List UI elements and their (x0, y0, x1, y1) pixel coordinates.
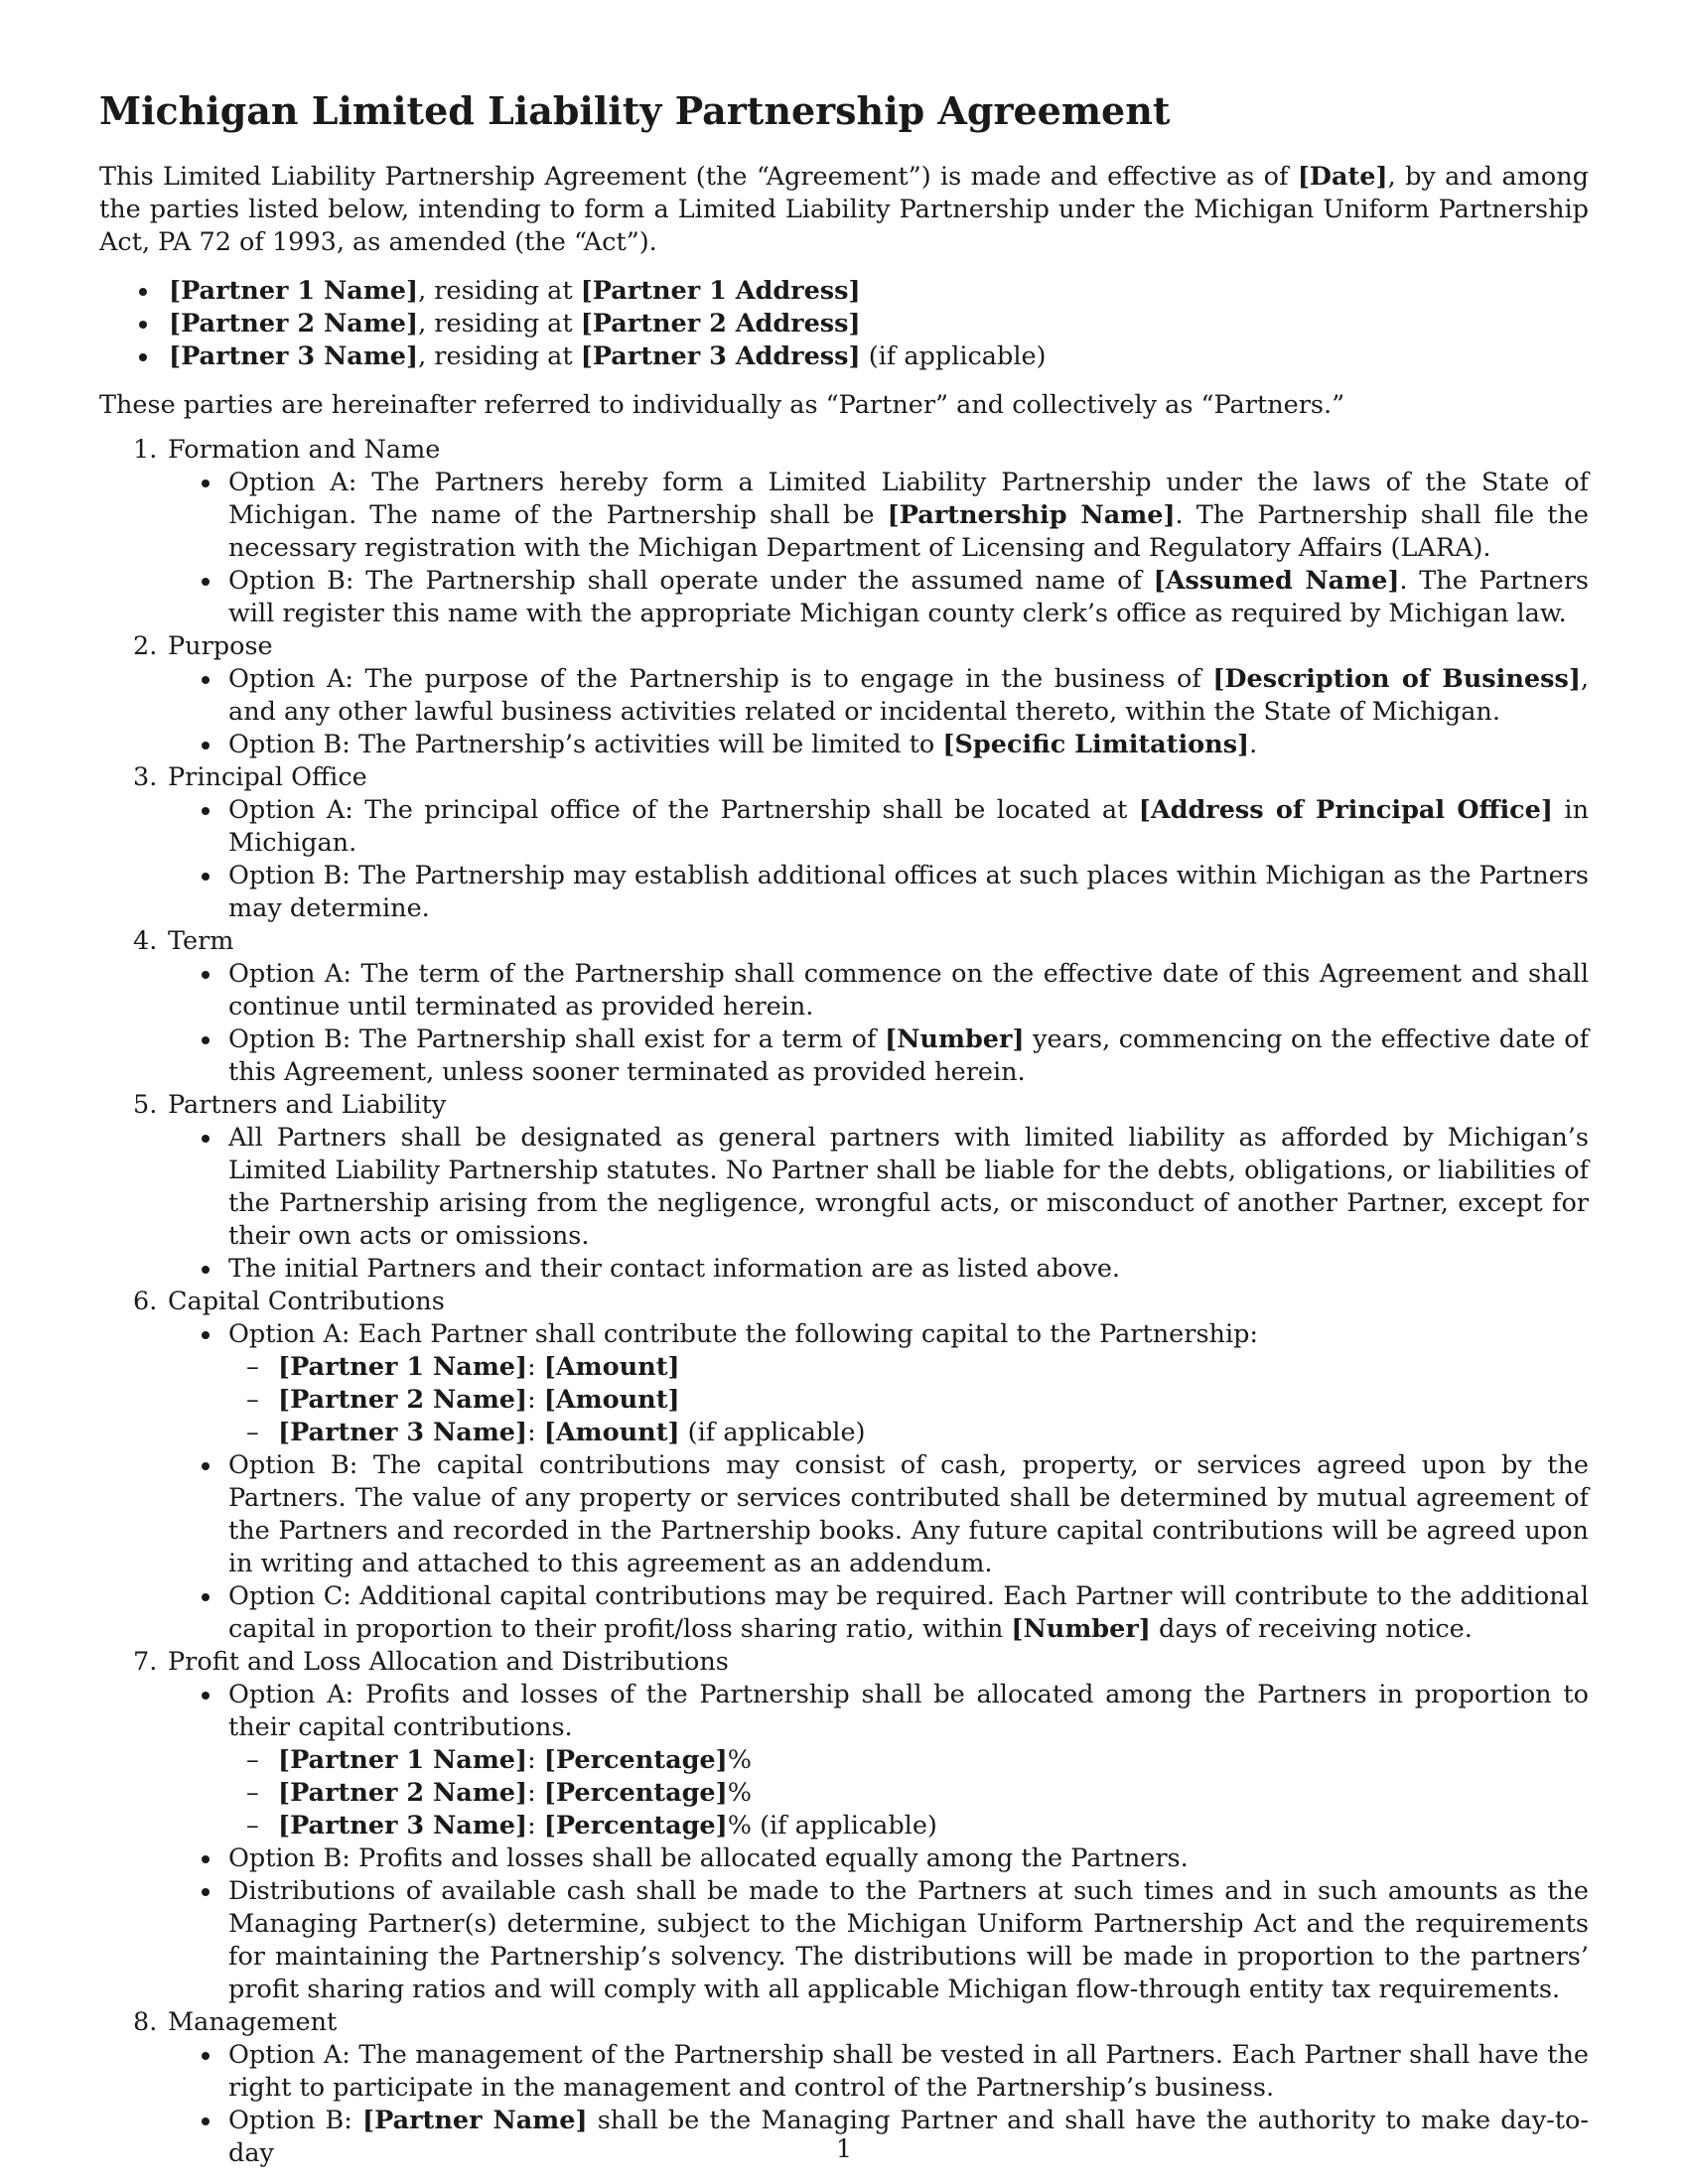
section-title: Capital Contributions (168, 1287, 445, 1316)
placeholder-field: [Assumed Name] (1153, 566, 1400, 596)
option-list (168, 1122, 1589, 1286)
sub-item: – [Partner 2 Name]: [Percentage]% (228, 1777, 1589, 1810)
option-item: Option B: Profits and losses shall be allocated equally among the Partners. (168, 1843, 1589, 1875)
placeholder-field: [Partnership Name] (887, 500, 1176, 530)
date-field: [Date] (1297, 162, 1388, 192)
option-item: Option B: The Partnership shall exist for a term of [Number] years, commencing on the effective date of this Agreement, unless sooner terminated as provided herein. (168, 1024, 1589, 1089)
option-item: Option B: [Partner Name] shall be the Managing Partner and shall have the authority to make day-to-day (168, 2105, 1589, 2170)
placeholder-field: [Number] (1011, 1614, 1151, 1644)
section-3 (99, 761, 1589, 925)
section-number: 4. (133, 926, 158, 956)
section-title: Partners and Liability (168, 1090, 447, 1120)
option-list (168, 794, 1589, 925)
placeholder-field: [Address of Principal Office] (1138, 795, 1553, 825)
option-list (168, 663, 1589, 761)
sub-item: – [Partner 2 Name]: [Amount] (228, 1384, 1589, 1417)
section-number: 7. (133, 1647, 158, 1677)
section-4 (99, 925, 1589, 1089)
section-title: Term (168, 926, 234, 956)
placeholder-field: [Specific Limitations] (942, 730, 1250, 759)
sub-list (228, 1351, 1589, 1449)
placeholder-field: [Description of Business] (1212, 664, 1581, 694)
sub-item: – [Partner 1 Name]: [Percentage]% (228, 1744, 1589, 1777)
option-item: Option B: The Partnership may establish additional offices at such places within Michigan as the Partners may determine. (168, 860, 1589, 925)
section-title: Principal Office (168, 762, 367, 792)
section-title: Management (168, 2007, 338, 2037)
placeholder-field: [Number] (885, 1024, 1025, 1054)
section-7 (99, 1646, 1589, 2006)
option-item: Distributions of available cash shall be made to the Partners at such times and in such amounts as the Managing Partner(s) determine, subject to the Michigan Uniform Partnership Act and the requirements for maintaining the Partnership’s solvency. The distributions will be made in proportion to the partners’ profit sharing ratios and will comply with all applicable Michigan flow-through entity tax requirements. (168, 1875, 1589, 2006)
placeholder-field: [Partner Name] (362, 2106, 588, 2135)
option-item: Option B: The Partnership shall operate under the assumed name of [Assumed Name]. The Partners will register this name with the appropriate Michigan county clerk’s office as required by Michigan law. (168, 565, 1589, 630)
option-list (168, 1318, 1589, 1646)
partner-list (135, 275, 1589, 373)
sub-item: – [Partner 3 Name]: [Percentage]% (if applicable) (228, 1810, 1589, 1843)
section-title: Formation and Name (168, 435, 441, 465)
sub-item: – [Partner 3 Name]: [Amount] (if applicable) (228, 1417, 1589, 1449)
option-item: Option A: The purpose of the Partnership is to engage in the business of [Description of Business], and any other lawful business activities related or incidental thereto, within the State of Michigan. (168, 663, 1589, 729)
parties-definition: These parties are hereinafter referred to individually as “Partner” and collectively as “Partners.” (99, 390, 1345, 420)
option-list (168, 958, 1589, 1089)
section-number: 8. (133, 2007, 158, 2037)
section-number: 6. (133, 1287, 158, 1316)
list-item: [Partner 2 Name], residing at [Partner 2 Address] (135, 308, 1589, 341)
document-title: Michigan Limited Liability Partnership Agreement (99, 88, 1171, 133)
sub-list (228, 1744, 1589, 1843)
option-item: Option A: The term of the Partnership shall commence on the effective date of this Agreement and shall continue until terminated as provided herein. (168, 958, 1589, 1024)
option-item: The initial Partners and their contact information are as listed above. (168, 1253, 1589, 1286)
section-list (99, 434, 1589, 2170)
option-item: All Partners shall be designated as general partners with limited liability as afforded by Michigan’s Limited Liability Partnership statutes. No Partner shall be liable for the debts, obligations, or liabilities of the Partnership arising from the negligence, wrongful acts, or misconduct of another Partner, except for their own acts or omissions. (168, 1122, 1589, 1253)
option-item: Option A: The management of the Partnership shall be vested in all Partners. Each Partner shall have the right to participate in the management and control of the Partnership’s business. (168, 2039, 1589, 2105)
sub-item: – [Partner 1 Name]: [Amount] (228, 1351, 1589, 1384)
page-number: 1 (835, 2134, 853, 2164)
section-6 (99, 1286, 1589, 1646)
intro-paragraph: This Limited Liability Partnership Agreement (the “Agreement”) is made and effective as of [Date], by and among the parties listed below, intending to form a Limited Liability Partnership under the Michigan Uniform Partnership Act, PA 72 of 1993, as amended (the “Act”). (99, 162, 1589, 257)
list-item: [Partner 3 Name], residing at [Partner 3 Address] (if applicable) (135, 341, 1589, 373)
section-number: 1. (133, 435, 158, 465)
section-1 (99, 434, 1589, 630)
document-page (99, 87, 1589, 2170)
option-item: Option C: Additional capital contributions may be required. Each Partner will contribute to the additional capital in proportion to their profit/loss sharing ratio, within [Number] days of receiving notice. (168, 1580, 1589, 1646)
option-item: Option A: The Partners hereby form a Limited Liability Partnership under the laws of the State of Michigan. The name of the Partnership shall be [Partnership Name]. The Partnership shall file the necessary registration with the Michigan Department of Licensing and Regulatory Affairs (LARA). (168, 467, 1589, 565)
section-number: 5. (133, 1090, 158, 1120)
option-item: Option A: Each Partner shall contribute the following capital to the Partnership: – [Partner 1 Name]: [Amount] – [Partner 2 Name]: [Amount] – [Partner 3 Name]: [Amount] (if applicable) (168, 1318, 1589, 1449)
option-item: Option A: The principal office of the Partnership shall be located at [Address of Principal Office] in Michigan. (168, 794, 1589, 860)
option-list (168, 467, 1589, 630)
option-item: Option A: Profits and losses of the Partnership shall be allocated among the Partners in proportion to their capital contributions. – [Partner 1 Name]: [Percentage]% – [Partner 2 Name]: [Percentage]% – [Partner 3 Name]: [Percentage]% (if applicable) (168, 1679, 1589, 1843)
option-list (168, 1679, 1589, 2006)
section-2 (99, 630, 1589, 761)
option-item: Option B: The Partnership’s activities will be limited to [Specific Limitations]. (168, 729, 1589, 761)
list-item: [Partner 1 Name], residing at [Partner 1 Address] (135, 275, 1589, 308)
section-number: 2. (133, 631, 158, 661)
section-5 (99, 1089, 1589, 1286)
section-number: 3. (133, 762, 158, 792)
section-title: Profit and Loss Allocation and Distributions (168, 1647, 729, 1677)
option-item: Option B: The capital contributions may consist of cash, property, or services agreed upon by the Partners. The value of any property or services contributed shall be determined by mutual agreement of the Partners and recorded in the Partnership books. Any future capital contributions will be agreed upon in writing and attached to this agreement as an addendum. (168, 1449, 1589, 1580)
section-title: Purpose (168, 631, 273, 661)
